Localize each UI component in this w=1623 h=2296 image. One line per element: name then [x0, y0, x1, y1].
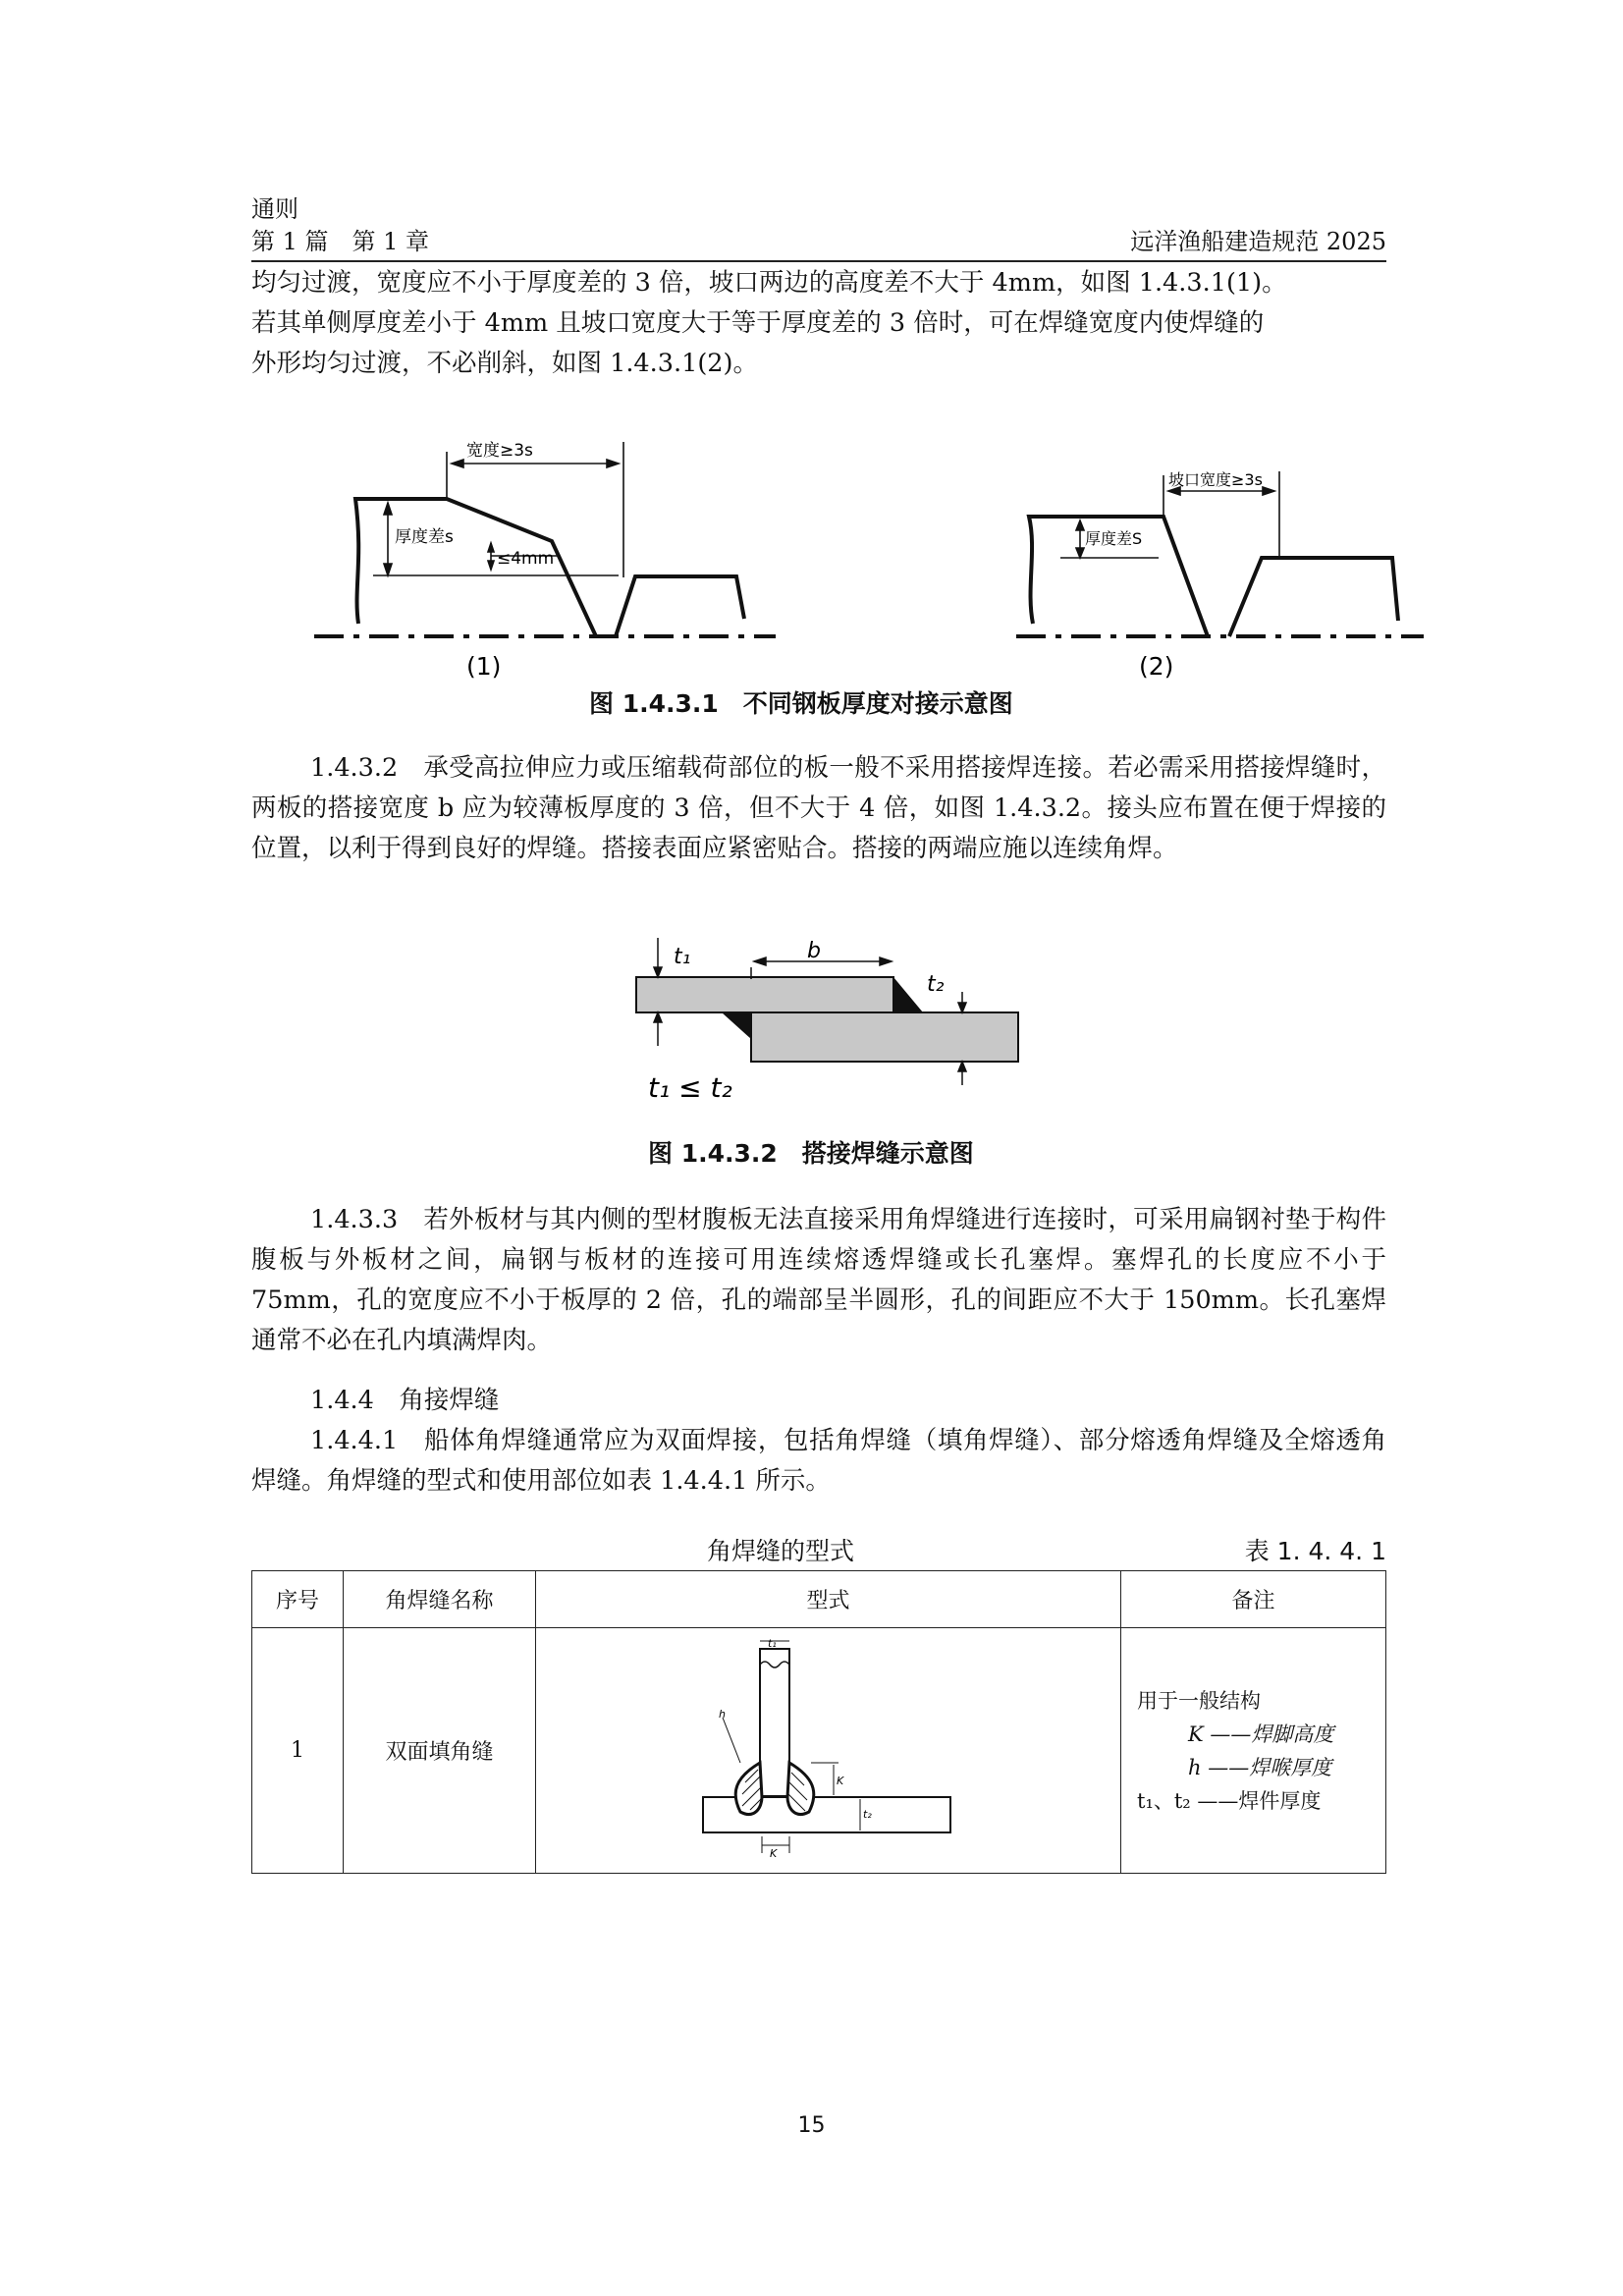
paragraph-1441: 1.4.4.1 船体角焊缝通常应为双面焊接，包括角焊缝（填角焊缝）、部分熔透角焊缝及全熔透角焊缝。角焊缝的型式和使用部位如表 1.4.4.1 所示。: [251, 1426, 1386, 1496]
header-chapter: 第 1 篇 第 1 章: [251, 228, 430, 255]
intro-line: 外形均匀过渡，不必削斜，如图 1.4.3.1(2)。: [251, 349, 758, 378]
cell-no: 1: [252, 1628, 344, 1874]
remark-line: K ——焊脚高度: [1188, 1722, 1334, 1746]
fig1-right-width-label: 坡口宽度≥3s: [1168, 470, 1263, 489]
intro-paragraph: [251, 263, 1386, 384]
fillet-weld-table: [251, 1570, 1386, 1874]
fig2-relation: t₁ ≤ t₂: [648, 1071, 732, 1104]
fig1-right-diff-label: 厚度差S: [1085, 529, 1143, 548]
table-number: 表 1. 4. 4. 1: [1244, 1537, 1386, 1565]
double-fillet-weld-diagram: [701, 1635, 956, 1861]
fig1-left-diff-label: 厚度差s: [395, 527, 454, 547]
heading-144: 1.4.4 角接焊缝: [310, 1386, 500, 1415]
header-rule: [251, 260, 1386, 262]
cell-name: 双面填角缝: [344, 1628, 536, 1874]
paragraph-1433: 1.4.3.3 若外板材与其内侧的型材腹板无法直接采用角焊缝进行连接时，可采用扁钢衬垫于构件腹板与外板材之间，扁钢与板材的连接可用连续熔透焊缝或长孔塞焊。塞焊孔的长度应不小于 75mm，孔的宽度应不小于板厚的 2 倍，孔的端部呈半圆形，孔的间距应不大于 150mm。长孔塞焊通常不必在孔内填满焊肉。: [251, 1205, 1386, 1355]
fig2-t1-label: t₁: [674, 945, 691, 969]
table-header-row: [252, 1571, 1386, 1628]
remark-line: h ——焊喉厚度: [1188, 1755, 1332, 1779]
figure-lap-joint: [619, 938, 1031, 1105]
weld-fig-t1: t₁: [767, 1636, 777, 1650]
cell-figure: [536, 1628, 1121, 1874]
fig1-sub1: (1): [466, 652, 502, 681]
figure-butt-joint: [295, 432, 1434, 687]
fig2-t2-label: t₂: [927, 972, 945, 997]
fig2-b-label: b: [807, 939, 821, 963]
cell-remark: [1121, 1628, 1386, 1874]
weld-fig-k-side: K: [836, 1774, 843, 1787]
table-title: 角焊缝的型式: [707, 1537, 855, 1565]
intro-line: 均匀过渡，宽度应不小于厚度差的 3 倍，坡口两边的高度差不大于 4mm，如图 1.4.3.1(1)。: [251, 268, 1287, 298]
weld-fig-t2: t₂: [862, 1807, 872, 1821]
table-row: [252, 1628, 1386, 1874]
fig1-left-limit-label: ≤4mm: [497, 549, 555, 569]
col-header-no: 序号: [252, 1571, 344, 1628]
weld-fig-h: h: [718, 1707, 726, 1721]
weld-fig-k-bottom: K: [769, 1846, 777, 1860]
header-section: 通则: [251, 195, 298, 223]
figure-1-left: [355, 460, 744, 636]
fig1-left-width-label: 宽度≥3s: [466, 441, 533, 461]
fig2-caption: 图 1.4.3.2 搭接焊缝示意图: [648, 1139, 974, 1168]
intro-line: 若其单侧厚度差小于 4mm 且坡口宽度大于等于厚度差的 3 倍时，可在焊缝宽度内使焊缝的: [251, 308, 1265, 338]
col-header-type: 型式: [536, 1571, 1121, 1628]
page-number: 15: [797, 2113, 826, 2138]
col-header-name: 角焊缝名称: [344, 1571, 536, 1628]
fig1-caption: 图 1.4.3.1 不同钢板厚度对接示意图: [589, 689, 1013, 718]
remark-line: 用于一般结构: [1137, 1688, 1261, 1713]
paragraph-1432: 1.4.3.2 承受高拉伸应力或压缩载荷部位的板一般不采用搭接焊连接。若必需采用搭接焊缝时，两板的搭接宽度 b 应为较薄板厚度的 3 倍，但不大于 4 倍，如图 1.4.3.2。接头应布置在便于焊接的位置，以利于得到良好的焊缝。搭接表面应紧密贴合。搭接的两端应施以连续角焊。: [251, 753, 1386, 863]
col-header-remark: 备注: [1121, 1571, 1386, 1628]
header-doc-title: 远洋渔船建造规范 2025: [1130, 228, 1386, 255]
remark-line: t₁、t₂ ——焊件厚度: [1137, 1788, 1322, 1813]
fig1-sub2: (2): [1139, 652, 1174, 681]
